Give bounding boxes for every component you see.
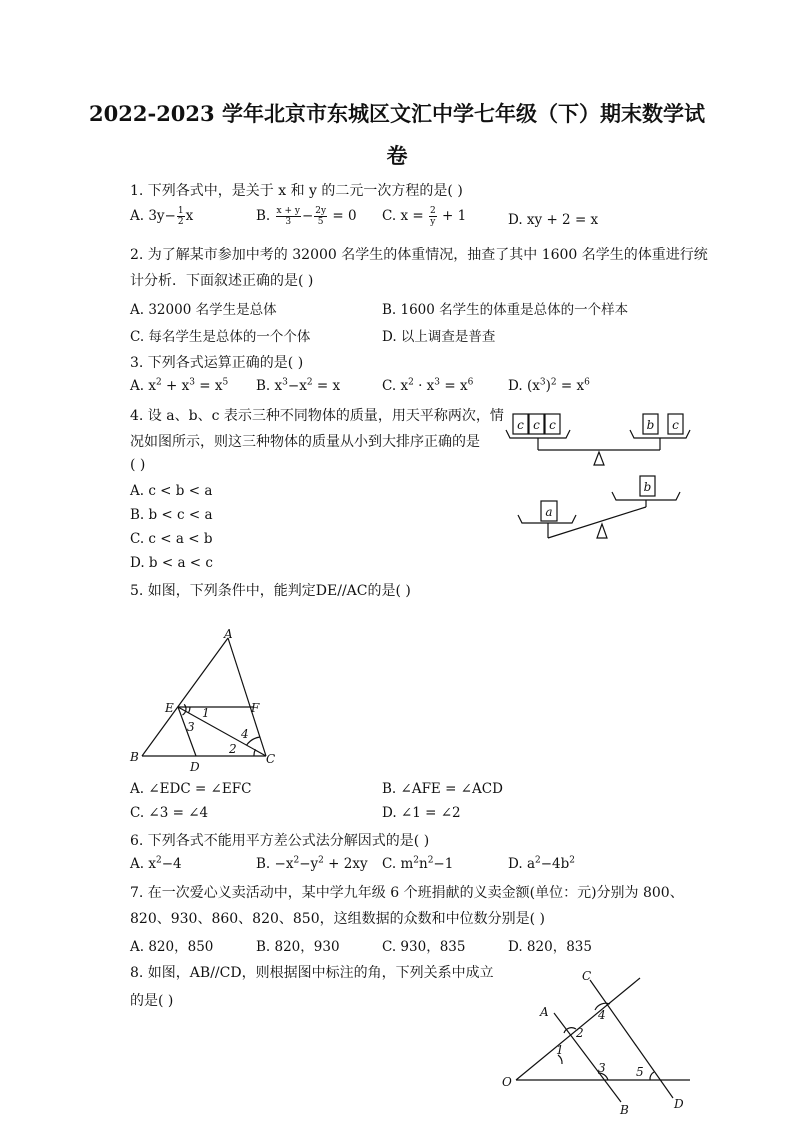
fulcrum-upper — [594, 452, 604, 465]
operator: = — [312, 378, 333, 394]
term: −4b — [540, 856, 570, 872]
option-c-fraction — [429, 206, 437, 227]
question-7-option-b: B. 820，930 — [256, 939, 340, 955]
point-o-label: O — [502, 1075, 512, 1089]
frac-denominator: 3 — [285, 217, 292, 227]
base: x — [532, 378, 540, 394]
frac-numerator: x + y — [276, 206, 300, 216]
option-a-label: A. — [130, 378, 145, 394]
triangle-figure-q5 — [120, 620, 290, 775]
question-2-option-b: B. 1600 名学生的体重是总体的一个样本 — [382, 302, 629, 318]
question-5-option-a: A. ∠EDC = ∠EFC — [130, 781, 252, 797]
exponent: 2 — [569, 855, 576, 866]
frac-numerator: 1 — [177, 206, 184, 216]
label-b: b — [643, 480, 652, 494]
question-2-option-c: C. 每名学生是总体的一个个体 — [130, 329, 311, 345]
label-c: c — [533, 418, 540, 432]
base: x — [576, 378, 585, 394]
term: a — [526, 856, 535, 872]
question-6-stem: 6. 下列各式不能用平方差公式法分解因式的是( ) — [130, 833, 430, 849]
term: −4 — [161, 856, 182, 872]
base: x — [332, 378, 341, 394]
paren: ( — [526, 378, 533, 394]
question-7-option-c: C. 930，835 — [382, 939, 466, 955]
option-d-label: D. — [508, 856, 523, 872]
frac-numerator: 2 — [429, 206, 436, 216]
angle-4-label: 4 — [598, 1008, 606, 1022]
base: x — [400, 378, 409, 394]
option-b-label: B. — [256, 378, 271, 394]
exponent: 5 — [222, 377, 229, 388]
label-c: c — [517, 418, 524, 432]
option-b-fraction-1 — [276, 206, 301, 227]
frac-denominator: y — [430, 217, 436, 227]
option-a-expr-tail: x — [185, 208, 194, 224]
question-1-option-b — [256, 206, 357, 227]
question-6-option-a — [130, 856, 182, 872]
question-4-stem-line3: ( ) — [130, 457, 146, 473]
question-6-option-d — [508, 856, 575, 872]
term: −y — [299, 856, 319, 872]
exponent: 3 — [434, 377, 441, 388]
exponent: 6 — [584, 377, 590, 388]
term: −x — [274, 856, 294, 872]
angle-2-label: 2 — [576, 1026, 584, 1040]
option-c-expr: x = — [400, 208, 424, 224]
frac-denominator: 5 — [317, 217, 324, 227]
angle-1-arc — [189, 707, 191, 713]
point-f-label: F — [251, 701, 260, 715]
option-a-label: A. — [130, 856, 145, 872]
option-c-label: C. — [382, 856, 397, 872]
angle-4-label: 4 — [241, 727, 249, 741]
question-3-option-a — [130, 378, 228, 394]
option-c-expr-tail: + 1 — [441, 208, 467, 224]
exponent: 2 — [318, 855, 324, 866]
question-5-option-c: C. ∠3 = ∠4 — [130, 805, 209, 821]
exponent: 2 — [535, 855, 541, 866]
question-2-stem-line2: 计分析．下面叙述正确的是( ) — [130, 273, 314, 289]
question-1-option-d: D. xy + 2 = x — [508, 212, 599, 228]
question-4-stem-line1: 4. 设 a、b、c 表示三种不同物体的质量，用天平称两次，情 — [130, 408, 504, 424]
exponent: 2 — [550, 377, 557, 388]
operator: = — [194, 378, 215, 394]
page-title-line1: 2022-2023 学年北京市东城区文汇中学七年级（下）期末数学试 — [89, 101, 705, 126]
base: x — [148, 378, 156, 394]
operator: = — [556, 378, 577, 394]
angle-3-label: 3 — [598, 1061, 606, 1075]
point-c-label: C — [266, 752, 276, 766]
exponent: 2 — [427, 855, 434, 866]
question-3-option-c — [382, 378, 473, 394]
term: + 2xy — [323, 856, 368, 872]
side-ab — [142, 638, 228, 756]
balance-scale-figure — [500, 405, 700, 550]
question-8-stem-line2: 的是( ) — [130, 993, 174, 1009]
line-ab — [554, 1013, 621, 1102]
question-5-stem: 5. 如图，下列条件中，能判定DE//AC的是( ) — [130, 583, 411, 599]
label-c: c — [549, 418, 556, 432]
question-3-option-d — [508, 378, 590, 394]
question-2-option-d: D. 以上调查是普查 — [382, 329, 496, 345]
angle-1-label: 1 — [556, 1043, 564, 1057]
question-2-option-a: A. 32000 名学生是总体 — [130, 302, 277, 318]
question-6-option-c — [382, 856, 453, 872]
exponent: 2 — [413, 855, 419, 866]
question-6-option-b — [256, 856, 368, 872]
exponent: 2 — [155, 855, 162, 866]
base: x — [459, 378, 468, 394]
question-1-option-a — [130, 206, 193, 227]
question-4-stem-line2: 况如图所示，则这三种物体的质量从小到大排序正确的是 — [130, 434, 480, 450]
option-b-fraction-2 — [314, 206, 327, 227]
option-b-minus: − — [301, 208, 314, 224]
question-4-option-d: D. b < a < c — [130, 555, 213, 571]
label-b: b — [646, 418, 655, 432]
question-7-stem-line1: 7. 在一次爱心义卖活动中，某中学九年级 6 个班捐献的义卖金额(单位：元)分别为 800、 — [130, 885, 684, 901]
exponent: 6 — [467, 377, 474, 388]
question-7-option-a: A. 820，850 — [130, 939, 214, 955]
option-c-label: C. — [382, 208, 397, 224]
question-8-stem-line1: 8. 如图，AB//CD，则根据图中标注的角，下列关系中成立 — [130, 965, 494, 981]
operator: − — [287, 378, 300, 394]
point-c-label: C — [582, 969, 592, 983]
option-b-expr-tail: = 0 — [332, 208, 357, 224]
option-b-label: B. — [256, 856, 271, 872]
paren: ) — [545, 378, 551, 394]
base: x — [274, 378, 283, 394]
exponent: 2 — [306, 377, 313, 388]
base: x — [181, 378, 190, 394]
base: x — [299, 378, 307, 394]
label-a: a — [545, 505, 553, 519]
angle-2-label: 2 — [229, 742, 237, 756]
question-3-stem: 3. 下列各式运算正确的是( ) — [130, 355, 304, 371]
angle-3-label: 3 — [187, 720, 195, 734]
term: n — [418, 856, 428, 872]
angle-5-arc — [650, 1072, 654, 1080]
question-3-option-b — [256, 378, 340, 394]
question-2-stem-line1: 2. 为了解某市参加中考的 32000 名学生的体重情况，抽查了其中 1600 名学生的体重进行统 — [130, 247, 708, 263]
angle-1-label: 1 — [202, 706, 210, 720]
question-1-option-c — [382, 206, 466, 227]
point-a-label: A — [540, 1005, 549, 1019]
angle-2-arc — [254, 749, 256, 756]
point-a-label: A — [224, 627, 233, 641]
option-a-label: A. — [130, 208, 145, 224]
option-d-label: D. — [508, 378, 523, 394]
question-4-option-a: A. c < b < a — [130, 483, 213, 499]
exponent: 2 — [408, 377, 414, 388]
point-e-label: E — [165, 701, 174, 715]
point-d-label: D — [674, 1097, 684, 1111]
option-b-label: B. — [256, 208, 271, 224]
question-4-option-b: B. b < c < a — [130, 507, 213, 523]
question-7-stem-line2: 820、930、860、820、850，这组数据的众数和中位数分别是( ) — [130, 911, 545, 927]
question-1-stem: 1. 下列各式中，是关于 x 和 y 的二元一次方程的是( ) — [130, 183, 463, 199]
angle-5-label: 5 — [636, 1065, 644, 1079]
frac-numerator: 2y — [315, 206, 327, 216]
option-a-fraction — [177, 206, 185, 227]
operator: · — [413, 378, 427, 394]
frac-denominator: 2 — [177, 217, 184, 227]
term: x — [148, 856, 156, 872]
operator: + — [161, 378, 182, 394]
point-b-label: B — [130, 750, 139, 764]
question-5-option-d: D. ∠1 = ∠2 — [382, 805, 461, 821]
operator: = — [440, 378, 460, 394]
question-7-option-d: D. 820，835 — [508, 939, 592, 955]
exponent: 3 — [189, 377, 195, 388]
fulcrum-lower — [597, 524, 607, 538]
exponent: 3 — [282, 377, 288, 388]
term: −1 — [433, 856, 454, 872]
exponent: 3 — [539, 377, 546, 388]
exponent: 2 — [155, 377, 162, 388]
exponent: 2 — [293, 855, 300, 866]
term: m — [400, 856, 414, 872]
point-d-label: D — [190, 760, 200, 774]
option-a-expr: 3y− — [148, 208, 176, 224]
label-c: c — [672, 418, 679, 432]
question-4-option-c: C. c < a < b — [130, 531, 213, 547]
page-title-line2: 卷 — [386, 143, 408, 168]
base: x — [426, 378, 435, 394]
parallel-lines-figure-q8 — [490, 960, 710, 1120]
question-5-option-b: B. ∠AFE = ∠ACD — [382, 781, 503, 797]
option-c-label: C. — [382, 378, 397, 394]
base: x — [214, 378, 223, 394]
point-b-label: B — [620, 1103, 629, 1117]
